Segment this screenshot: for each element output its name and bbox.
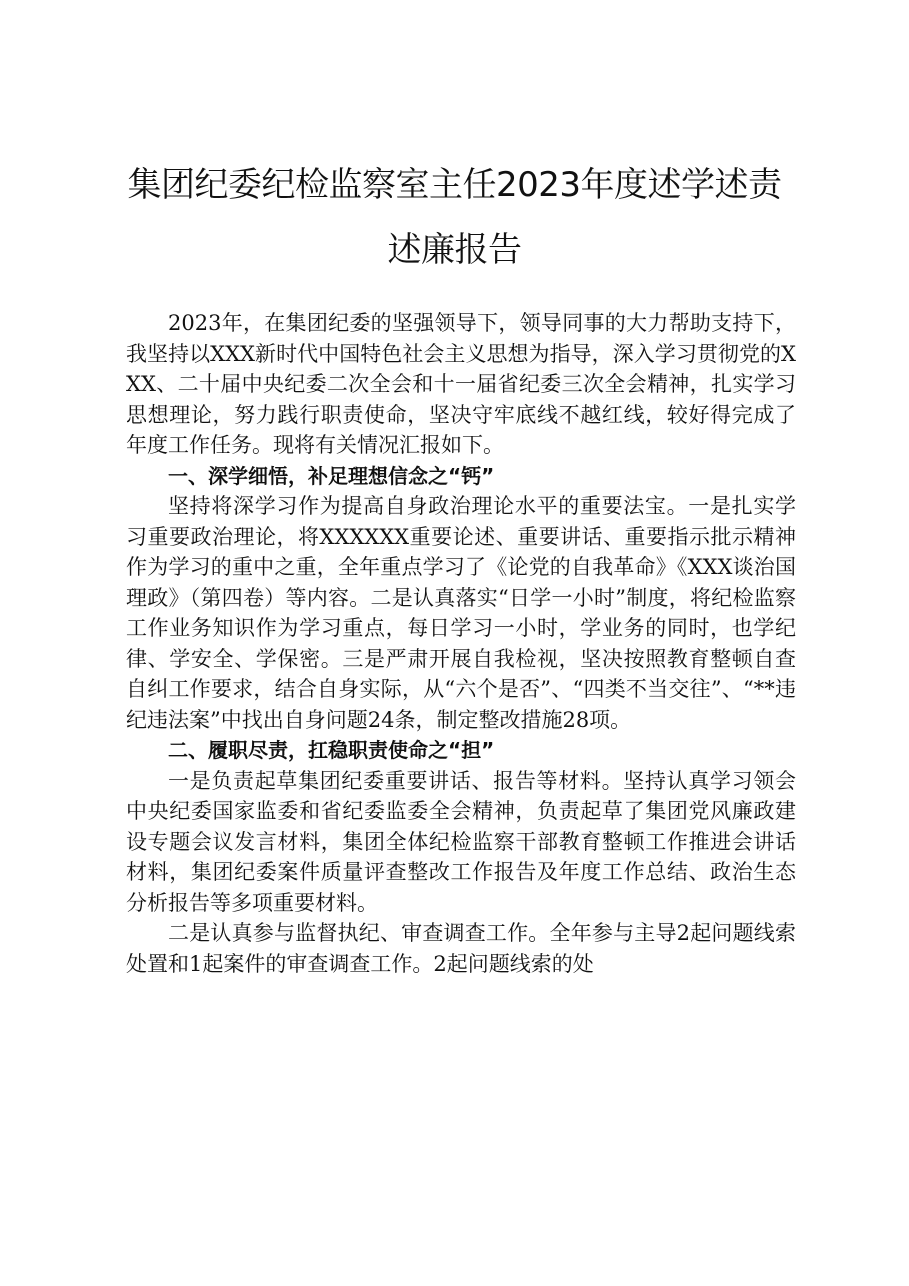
document-body <box>126 308 796 979</box>
section-1-heading: 一、深学细悟，补足理想信念之“钙” <box>168 463 495 488</box>
section-2-paragraph-1: 一是负责起草集团纪委重要讲话、报告等材料。坚持认真学习领会中央纪委国家监委和省纪委监委全会精神，负责起草了集团党风廉政建设专题会议发言材料，集团全体纪检监察干部教育整顿工作推进会讲话材料，集团纪委案件质量评查整改工作报告及年度工作总结、政治生态分析报告等多项重要材料。 <box>126 768 796 915</box>
section-2-paragraph-2: 二是认真参与监督执纪、审查调查工作。全年参与主导2起问题线索处置和1起案件的审查调查工作。2起问题线索的处 <box>126 921 796 976</box>
section-1-paragraph: 坚持将深学习作为提高自身政治理论水平的重要法宝。一是扎实学习重要政治理论，将XXXXXX重要论述、重要讲话、重要指示批示精神作为学习的重中之重，全年重点学习了《论党的自我革命》《XXX谈治国理政》（第四卷）等内容。二是认真落实“日学一小时”制度，将纪检监察工作业务知识作为学习重点，每日学习一小时，学业务的同时，也学纪律、学安全、学保密。三是严肃开展自我检视，坚决按照教育整顿自查自纠工作要求，结合自身实际，从“六个是否”、“四类不当交往”、“**违纪违法案”中找出自身问题24条，制定整改措施28项。 <box>126 494 796 732</box>
document-title-line-1: 集团纪委纪检监察室主任2023年度述学述责 <box>127 165 782 205</box>
section-2-heading: 二、履职尽责，扛稳职责使命之“担” <box>168 738 495 762</box>
intro-paragraph: 2023年，在集团纪委的坚强领导下，领导同事的大力帮助支持下，我坚持以XXX新时代中国特色社会主义思想为指导，深入学习贯彻党的XXX、二十届中央纪委二次全会和十一届省纪委三次全会精神，扎实学习思想理论，努力践行职责使命，坚决守牢底线不越红线，较好得完成了年度工作任务。现将有关情况汇报如下。 <box>126 311 796 457</box>
document-title-line-2: 述廉报告 <box>387 230 522 270</box>
